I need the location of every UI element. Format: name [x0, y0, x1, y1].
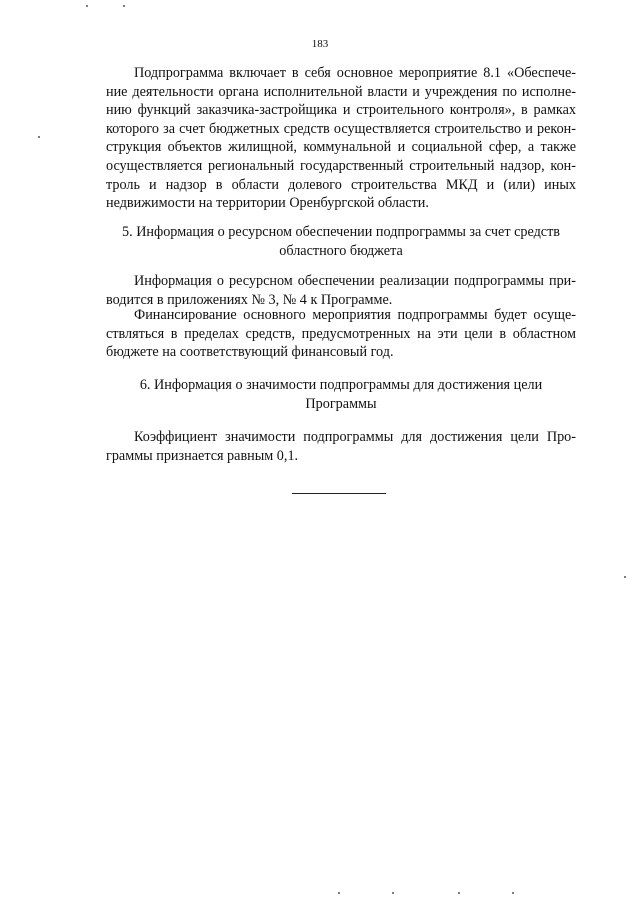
paragraph-line: Информация о ресурсном обеспечении реализации подпрограммы при- — [134, 273, 576, 289]
heading-line: 5. Информация о ресурсном обеспечении подпрограммы за счет средств — [122, 224, 560, 240]
paragraph-line: осуществляется региональный государственный строительный надзор, кон- — [106, 157, 576, 174]
paragraph-line: троль и надзор в области долевого строительства МКД и (или) иных — [106, 176, 576, 193]
paragraph-line: Финансирование основного мероприятия подпрограммы будет осуще- — [134, 307, 576, 323]
scan-speck — [86, 5, 88, 7]
section-6-heading — [106, 376, 576, 413]
scan-speck — [624, 576, 626, 578]
paragraph-line: водится в приложениях № 3, № 4 к Программе. — [106, 291, 393, 308]
paragraph-line: струкция объектов жилищной, коммунальной и социальной сфер, а также — [106, 139, 576, 156]
scan-speck — [38, 136, 40, 138]
paragraph-line: Коэффициент значимости подпрограммы для достижения цели Про- — [134, 429, 576, 445]
paragraph-line: которого за счет бюджетных средств осуществляется строительство и рекон- — [106, 120, 576, 137]
heading-line: 6. Информация о значимости подпрограммы для достижения цели — [139, 377, 543, 393]
scan-speck — [512, 892, 514, 894]
paragraph-significance — [106, 428, 576, 465]
scan-speck — [458, 892, 460, 894]
paragraph-line: бюджете на соответствующий финансовый год. — [106, 344, 394, 361]
paragraph-subprogram-measures — [106, 64, 576, 213]
section-5-heading — [106, 223, 576, 260]
paragraph-line: граммы признается равным 0,1. — [106, 447, 299, 464]
paragraph-resource-info — [106, 272, 576, 309]
end-separator-line — [292, 493, 386, 494]
heading-line: Программы — [305, 395, 377, 412]
paragraph-financing — [106, 306, 576, 362]
paragraph-line: ствляться в пределах средств, предусмотренных на эти цели в областном — [106, 325, 576, 342]
paragraph-line: недвижимости на территории Оренбургской области. — [106, 195, 429, 212]
page-number: 183 — [311, 38, 329, 50]
paragraph-line: Подпрограмма включает в себя основное мероприятие 8.1 «Обеспече- — [134, 65, 576, 81]
scan-speck — [392, 892, 394, 894]
paragraph-line: нию функций заказчика-застройщика и строительного контроля», в рамках — [106, 102, 576, 119]
heading-line: областного бюджета — [279, 242, 403, 259]
scan-speck — [123, 5, 125, 7]
paragraph-line: ние деятельности органа исполнительной власти и учреждения по исполне- — [106, 83, 576, 100]
scan-speck — [338, 892, 340, 894]
